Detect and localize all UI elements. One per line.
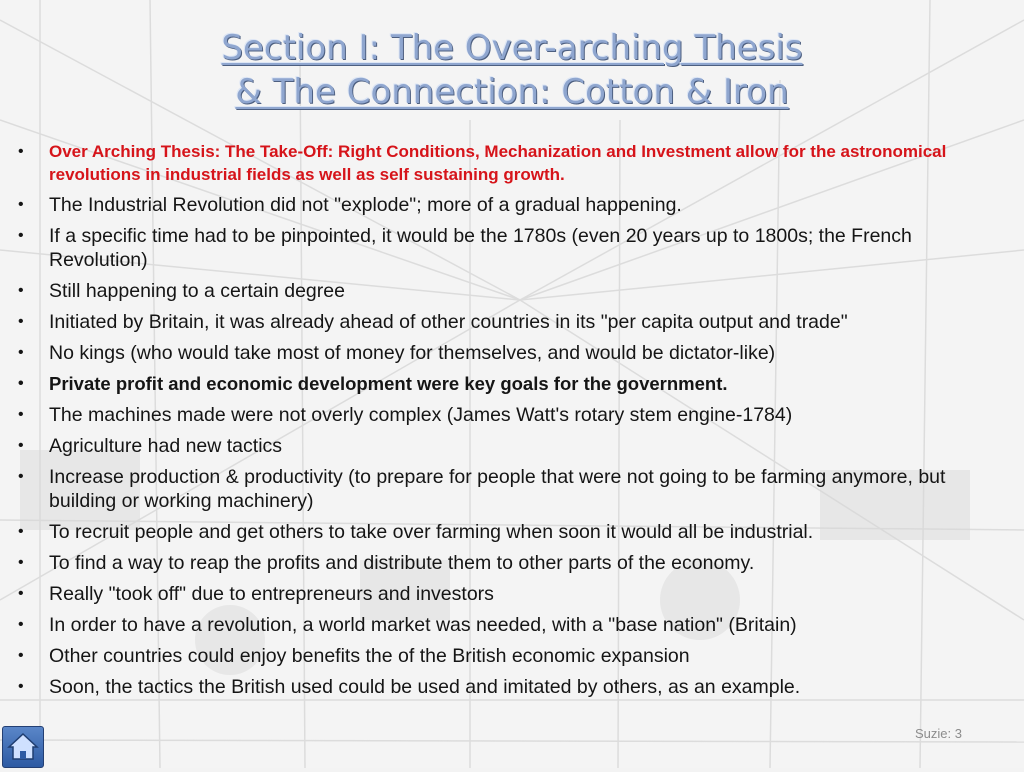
bullet-dot: •: [18, 406, 24, 423]
slide-title: [0, 26, 1024, 114]
slide-footer: Suzie: 3: [915, 726, 962, 741]
bullet-item: [0, 310, 1010, 334]
bullet-text: Agriculture had new tactics: [49, 435, 283, 457]
bullet-dot: •: [18, 616, 24, 633]
bullet-text: To find a way to reap the profits and distribute them to other parts of the economy.: [49, 552, 755, 574]
bullet-dot: •: [18, 375, 24, 392]
bullet-text: Soon, the tactics the British used could be used and imitated by others, as an example.: [49, 676, 801, 698]
bullet-dot: •: [18, 196, 24, 213]
bullet-text: Other countries could enjoy benefits the of the British economic expansion: [49, 645, 690, 667]
bullet-dot: •: [18, 437, 24, 454]
bullet-item: [0, 582, 1010, 606]
home-icon: [3, 727, 43, 767]
bullet-dot: •: [18, 647, 24, 664]
bullet-item: [0, 403, 1010, 427]
bullet-item: [0, 465, 1010, 513]
bullet-text: Initiated by Britain, it was already ahead of other countries in its "per capita output and trade": [49, 311, 848, 333]
bullet-item: [0, 520, 1010, 544]
bullet-item: [0, 140, 1010, 186]
bullet-dot: •: [18, 468, 24, 485]
bullet-text: Really "took off" due to entrepreneurs and investors: [49, 583, 494, 605]
bullet-dot: •: [18, 313, 24, 330]
bullet-text: If a specific time had to be pinpointed, it would be the 1780s (even 20 years up to 1800s; the French Revolution): [49, 225, 912, 271]
bullet-item: [0, 644, 1010, 668]
bullet-text: In order to have a revolution, a world market was needed, with a "base nation" (Britain): [49, 614, 797, 636]
bullet-item: [0, 341, 1010, 365]
bullet-item: [0, 193, 1010, 217]
bullet-dot: •: [18, 554, 24, 571]
bullet-dot: •: [18, 585, 24, 602]
bullet-dot: •: [18, 678, 24, 695]
bullet-dot: •: [18, 227, 24, 244]
home-button[interactable]: [2, 726, 44, 768]
bullet-text: The Industrial Revolution did not "explode"; more of a gradual happening.: [49, 194, 682, 216]
bullet-dot: •: [18, 282, 24, 299]
bullet-item: [0, 434, 1010, 458]
bullet-text: No kings (who would take most of money for themselves, and would be dictator-like): [49, 342, 776, 364]
bullet-item: [0, 372, 1010, 396]
title-line-2: & The Connection: Cotton & Iron: [235, 72, 789, 112]
bullet-list: [0, 140, 1010, 706]
bullet-item: [0, 613, 1010, 637]
bullet-text: Private profit and economic development were key goals for the government.: [49, 373, 728, 394]
bullet-text: Still happening to a certain degree: [49, 280, 345, 302]
bullet-dot: •: [18, 344, 24, 361]
bullet-item: [0, 224, 1010, 272]
bullet-dot: •: [18, 143, 24, 160]
title-line-1: Section I: The Over-arching Thesis: [221, 28, 803, 68]
bullet-text: To recruit people and get others to take over farming when soon it would all be industrial.: [49, 521, 814, 543]
bullet-text: Over Arching Thesis: The Take-Off: Right Conditions, Mechanization and Investment allow for the astronomical revolutions in industrial fields as well as self sustaining growth.: [49, 142, 947, 184]
bullet-item: [0, 675, 1010, 699]
bullet-item: [0, 279, 1010, 303]
bullet-dot: •: [18, 523, 24, 540]
bullet-item: [0, 551, 1010, 575]
bullet-text: The machines made were not overly complex (James Watt's rotary stem engine-1784): [49, 404, 793, 426]
bullet-text: Increase production & productivity (to prepare for people that were not going to be farming anymore, but building or working machinery): [49, 466, 946, 512]
